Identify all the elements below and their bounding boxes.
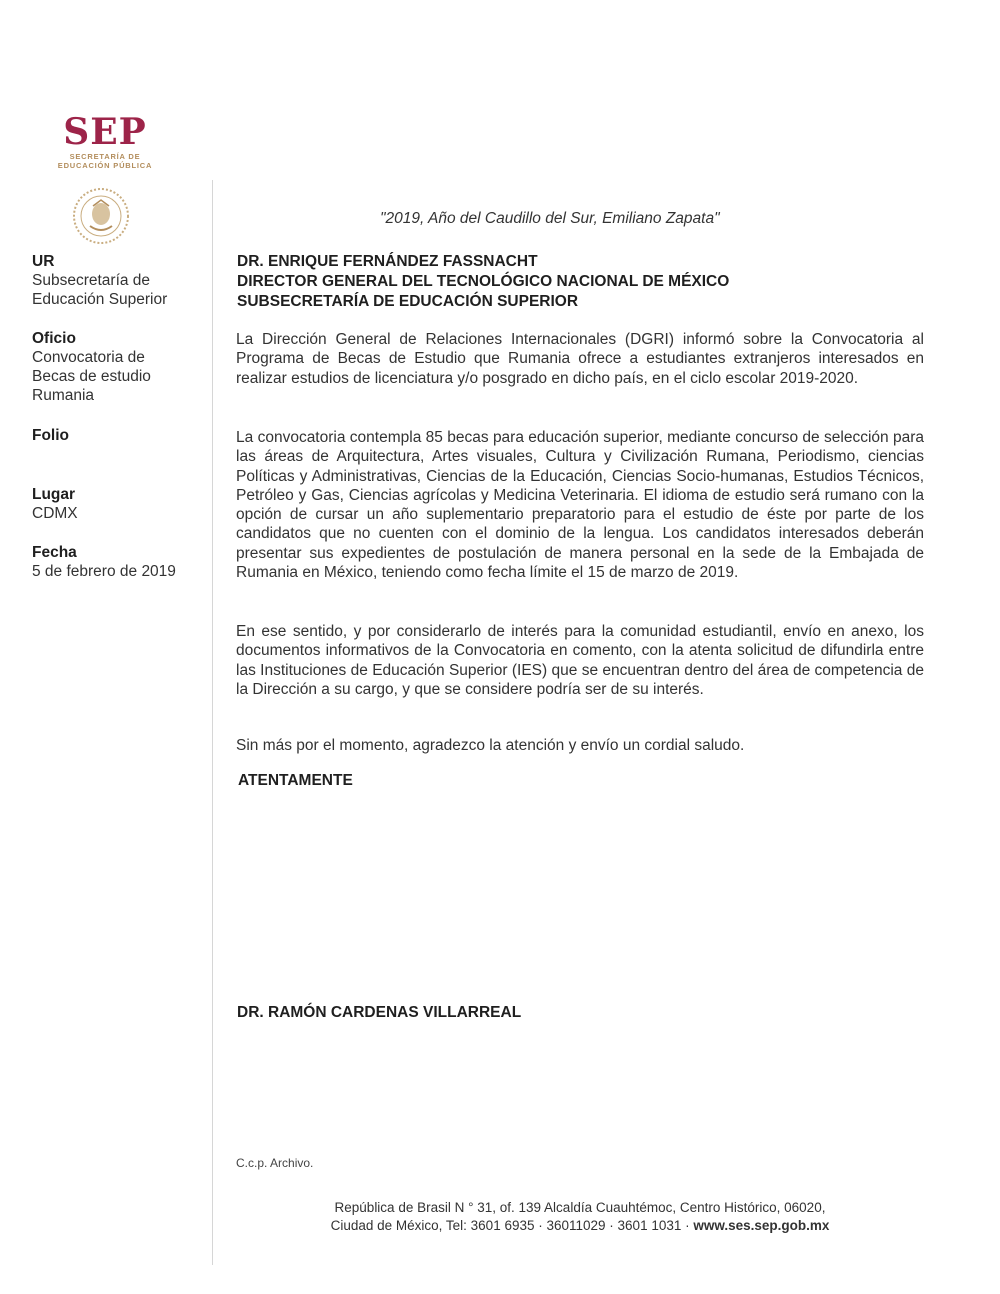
paragraph-4: Sin más por el momento, agradezco la atención y envío un cordial saludo.: [236, 737, 745, 754]
paragraph-3: En ese sentido, y por considerarlo de interés para la comunidad estudiantil, envío en anexo, los documentos informativos de la Convocatoria en comento, con la atenta solicitud de difundirla entre las Instituciones de Educación Superior (IES) que se encuentran dentro del área de competencia de la Dirección a su cargo, y que se considere podría ser de su interés.: [236, 623, 924, 698]
addressee-office: SUBSECRETARÍA DE EDUCACIÓN SUPERIOR: [237, 293, 579, 310]
ur-label: UR: [32, 253, 55, 270]
sidebar-folio: [32, 426, 207, 445]
oficio-label: Oficio: [32, 330, 76, 347]
signer-name: DR. RAMÓN CARDENAS VILLARREAL: [237, 1004, 522, 1021]
paragraph-1: La Dirección General de Relaciones Internacionales (DGRI) informó sobre la Convocatoria al Programa de Becas de Estudio que Rumania ofrece a estudiantes extranjeros interesados en realizar estudios de licenciatura y/o posgrado en dicho país, en el ciclo escolar 2019-2020.: [236, 331, 924, 387]
sidebar-ur: [32, 252, 207, 309]
closing-text: ATENTAMENTE: [238, 772, 353, 789]
ccp-note: C.c.p. Archivo.: [236, 1156, 314, 1170]
ur-value-line2: Educación Superior: [32, 291, 168, 308]
lugar-value: CDMX: [32, 505, 78, 522]
oficio-value-line1: Convocatoria de: [32, 349, 145, 366]
footer-line1: República de Brasil N ° 31, of. 139 Alcaldía Cuauhtémoc, Centro Histórico, 06020,: [334, 1200, 826, 1215]
addressee-title: DIRECTOR GENERAL DEL TECNOLÓGICO NACIONAL DE MÉXICO: [237, 273, 730, 290]
logo-subtitle-line1: SECRETARÍA DE: [69, 152, 141, 161]
addressee-block: [237, 252, 729, 312]
footer-line2: [250, 1217, 910, 1235]
addressee-name: DR. ENRIQUE FERNÁNDEZ FASSNACHT: [237, 253, 538, 270]
lugar-label: Lugar: [32, 486, 76, 503]
year-motto: "2019, Año del Caudillo del Sur, Emiliano Zapata": [380, 210, 720, 227]
national-seal-icon: [68, 186, 134, 246]
folio-label: Folio: [32, 427, 70, 444]
sidebar-lugar: [32, 485, 207, 523]
footer-address: [250, 1199, 910, 1235]
ur-value-line1: Subsecretaría de: [32, 272, 151, 289]
sep-logo: [40, 112, 170, 170]
logo-subtitle-line2: EDUCACIÓN PÚBLICA: [57, 161, 153, 170]
vertical-divider: [212, 180, 213, 1265]
oficio-value-line2: Becas de estudio: [32, 368, 151, 385]
oficio-value-line3: Rumania: [32, 387, 95, 404]
footer-website-link[interactable]: www.ses.sep.gob.mx: [693, 1218, 830, 1233]
fecha-label: Fecha: [32, 544, 77, 561]
footer-contact: Ciudad de México, Tel: 3601 6935 · 36011029 · 3601 1031 ·: [330, 1218, 694, 1233]
paragraph-2: La convocatoria contempla 85 becas para educación superior, mediante concurso de selección para las áreas de Arquitectura, Artes visuales, Cultura y Civilización Rumana, Periodismo, ciencias Políticas y Administrativas, Ciencias de la Educación, Ciencias Socio-humanas, Estudios Técnicos, Petróleo y Gas, Ciencias agrícolas y Medicina Veterinaria. El idioma de estudio será rumano con la opción de cursar un año suplementario preparatorio para el estudio de éste por parte de los candidatos que no cuenten con el dominio de la lengua. Los candidatos interesados deberán presentar sus expedientes de postulación de manera personal en la sede de la Embajada de Rumania en México, teniendo como fecha límite el 15 de marzo de 2019.: [236, 429, 924, 582]
sidebar-fecha: [32, 543, 207, 581]
fecha-value: 5 de febrero de 2019: [32, 563, 176, 580]
sidebar-oficio: [32, 329, 207, 405]
logo-text: SEP: [63, 111, 147, 153]
